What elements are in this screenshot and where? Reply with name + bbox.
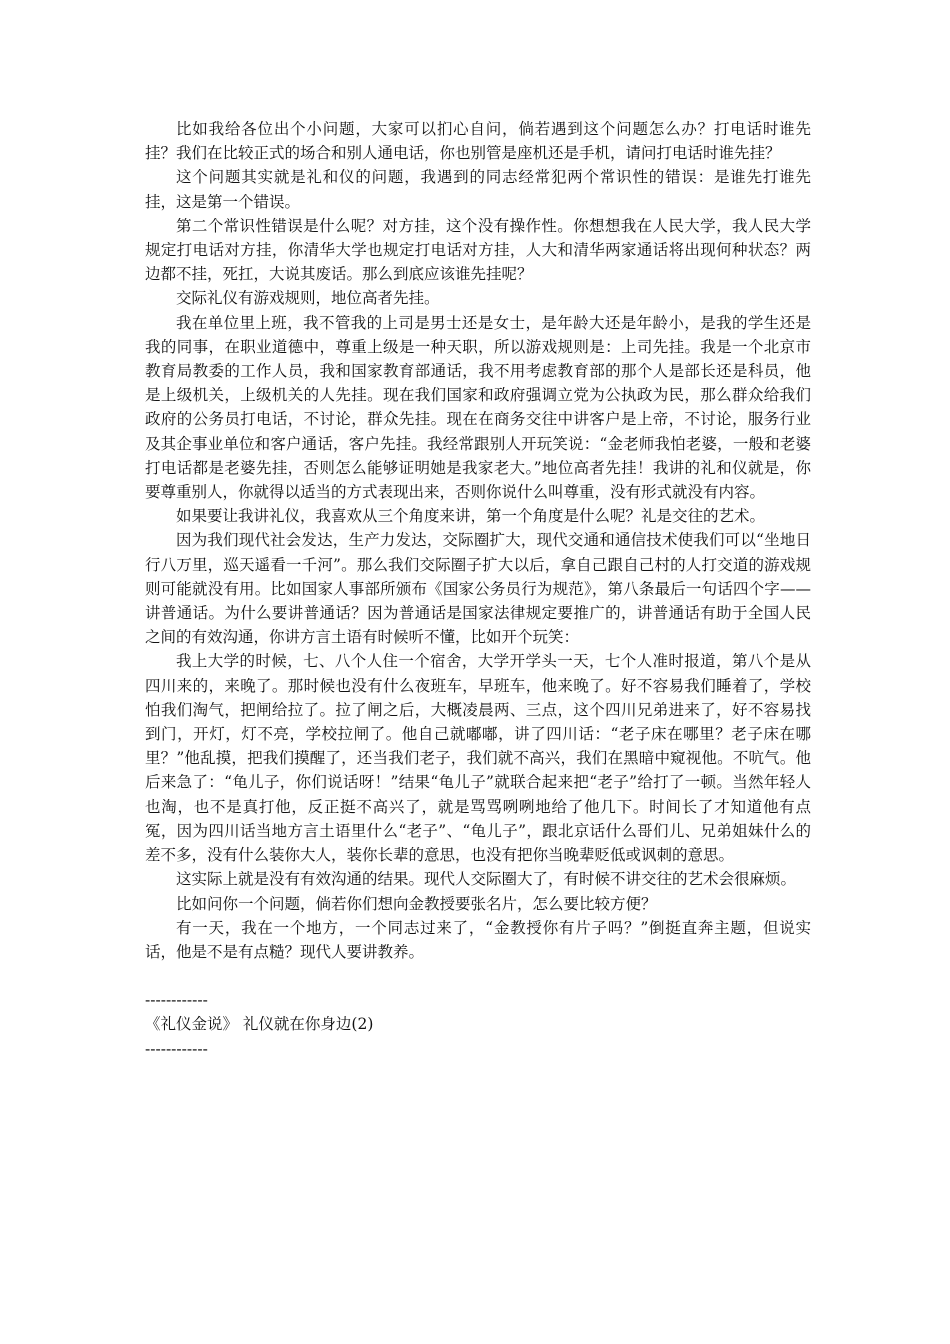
- paragraph: 第二个常识性错误是什么呢？对方挂，这个没有操作性。你想想我在人民大学，我人民大学规定打电话对方挂，你清华大学也规定打电话对方挂，人大和清华两家通话将出现何种状态？两边都不挂，死扛，大说其废话。那么到底应该谁先挂呢？: [145, 216, 811, 284]
- document-body: [145, 117, 811, 1061]
- paragraph: 比如我给各位出个小问题，大家可以扪心自问，倘若遇到这个问题怎么办？打电话时谁先挂？我们在比较正式的场合和别人通电话，你也别管是座机还是手机，请问打电话时谁先挂？: [145, 120, 811, 163]
- paragraph: 交际礼仪有游戏规则，地位高者先挂。: [176, 289, 440, 308]
- footer-divider-top: ------------: [145, 991, 208, 1010]
- paragraph: 有一天，我在一个地方，一个同志过来了，“金教授你有片子吗？”倒挺直奔主题，但说实话，他是不是有点糙？现代人要讲教养。: [145, 918, 811, 961]
- document-footer: [145, 988, 811, 1061]
- paragraph: 我上大学的时候，七、八个人住一个宿舍，大学开学头一天，七个人准时报道，第八个是从四川来的，来晚了。那时候也没有什么夜班车，早班车，他来晚了。好不容易我们睡着了，学校怕我们淘气，把闸给拉了。拉了闸之后，大概凌晨两、三点，这个四川兄弟进来了，好不容易找到门，开灯，灯不亮，学校拉闸了。他自己就嘟嘟，讲了四川话：“老子床在哪里？老子床在哪里？”他乱摸，把我们摸醒了，还当我们老子，我们就不高兴，我们在黑暗中窥视他。不吭气。他后来急了：“龟儿子，你们说话呀！”结果“龟儿子”就联合起来把“老子”给打了一顿。当然年轻人也淘，也不是真打他，反正挺不高兴了，就是骂骂咧咧地给了他几下。时间长了才知道他有点冤，因为四川话当地方言土语里什么“老子”、“龟儿子”，跟北京话什么哥们儿、兄弟姐妹什么的差不多，没有什么装你大人，装你长辈的意思，也没有把你当晚辈贬低或讽刺的意思。: [145, 652, 811, 865]
- paragraph: 比如问你一个问题，倘若你们想向金教授要张名片，怎么要比较方便？: [176, 894, 657, 913]
- footer-title: 《礼仪金说》 礼仪就在你身边(2): [145, 1015, 374, 1034]
- paragraph: 我在单位里上班，我不管我的上司是男士还是女士，是年龄大还是年龄小，是我的学生还是我的同事，在职业道德中，尊重上级是一种天职，所以游戏规则是：上司先挂。我是一个北京市教育局教委的工作人员，我和国家教育部通话，我不用考虑教育部的那个人是部长还是科员，他是上级机关，上级机关的人先挂。现在我们国家和政府强调立党为公执政为民，那么群众给我们政府的公务员打电话，不讨论，群众先挂。现在在商务交往中讲客户是上帝，不讨论，服务行业及其企事业单位和客户通话，客户先挂。我经常跟别人开玩笑说：“金老师我怕老婆，一般和老婆打电话都是老婆先挂，否则怎么能够证明她是我家老大。”地位高者先挂！我讲的礼和仪就是，你要尊重别人，你就得以适当的方式表现出来，否则你说什么叫尊重，没有形式就没有内容。: [145, 313, 811, 502]
- footer-divider-bottom: ------------: [145, 1039, 208, 1058]
- paragraph: 如果要让我讲礼仪，我喜欢从三个角度来讲，第一个角度是什么呢？礼是交往的艺术。: [176, 507, 766, 526]
- paragraph: 因为我们现代社会发达，生产力发达，交际圈扩大，现代交通和通信技术使我们可以“坐地日行八万里，巡天遥看一千河”。那么我们交际圈子扩大以后，拿自己跟自己村的人打交道的游戏规则可能就没有用。比如国家人事部所颁布《国家公务员行为规范》，第八条最后一句话四个字——讲普通话。为什么要讲普通话？因为普通话是国家法律规定要推广的，讲普通话有助于全国人民之间的有效沟通，你讲方言土语有时候听不懂，比如开个玩笑：: [145, 531, 811, 647]
- paragraph: 这实际上就是没有有效沟通的结果。现代人交际圈大了，有时候不讲交往的艺术会很麻烦。: [176, 870, 797, 889]
- paragraph: 这个问题其实就是礼和仪的问题，我遇到的同志经常犯两个常识性的错误：是谁先打谁先挂，这是第一个错误。: [145, 168, 811, 211]
